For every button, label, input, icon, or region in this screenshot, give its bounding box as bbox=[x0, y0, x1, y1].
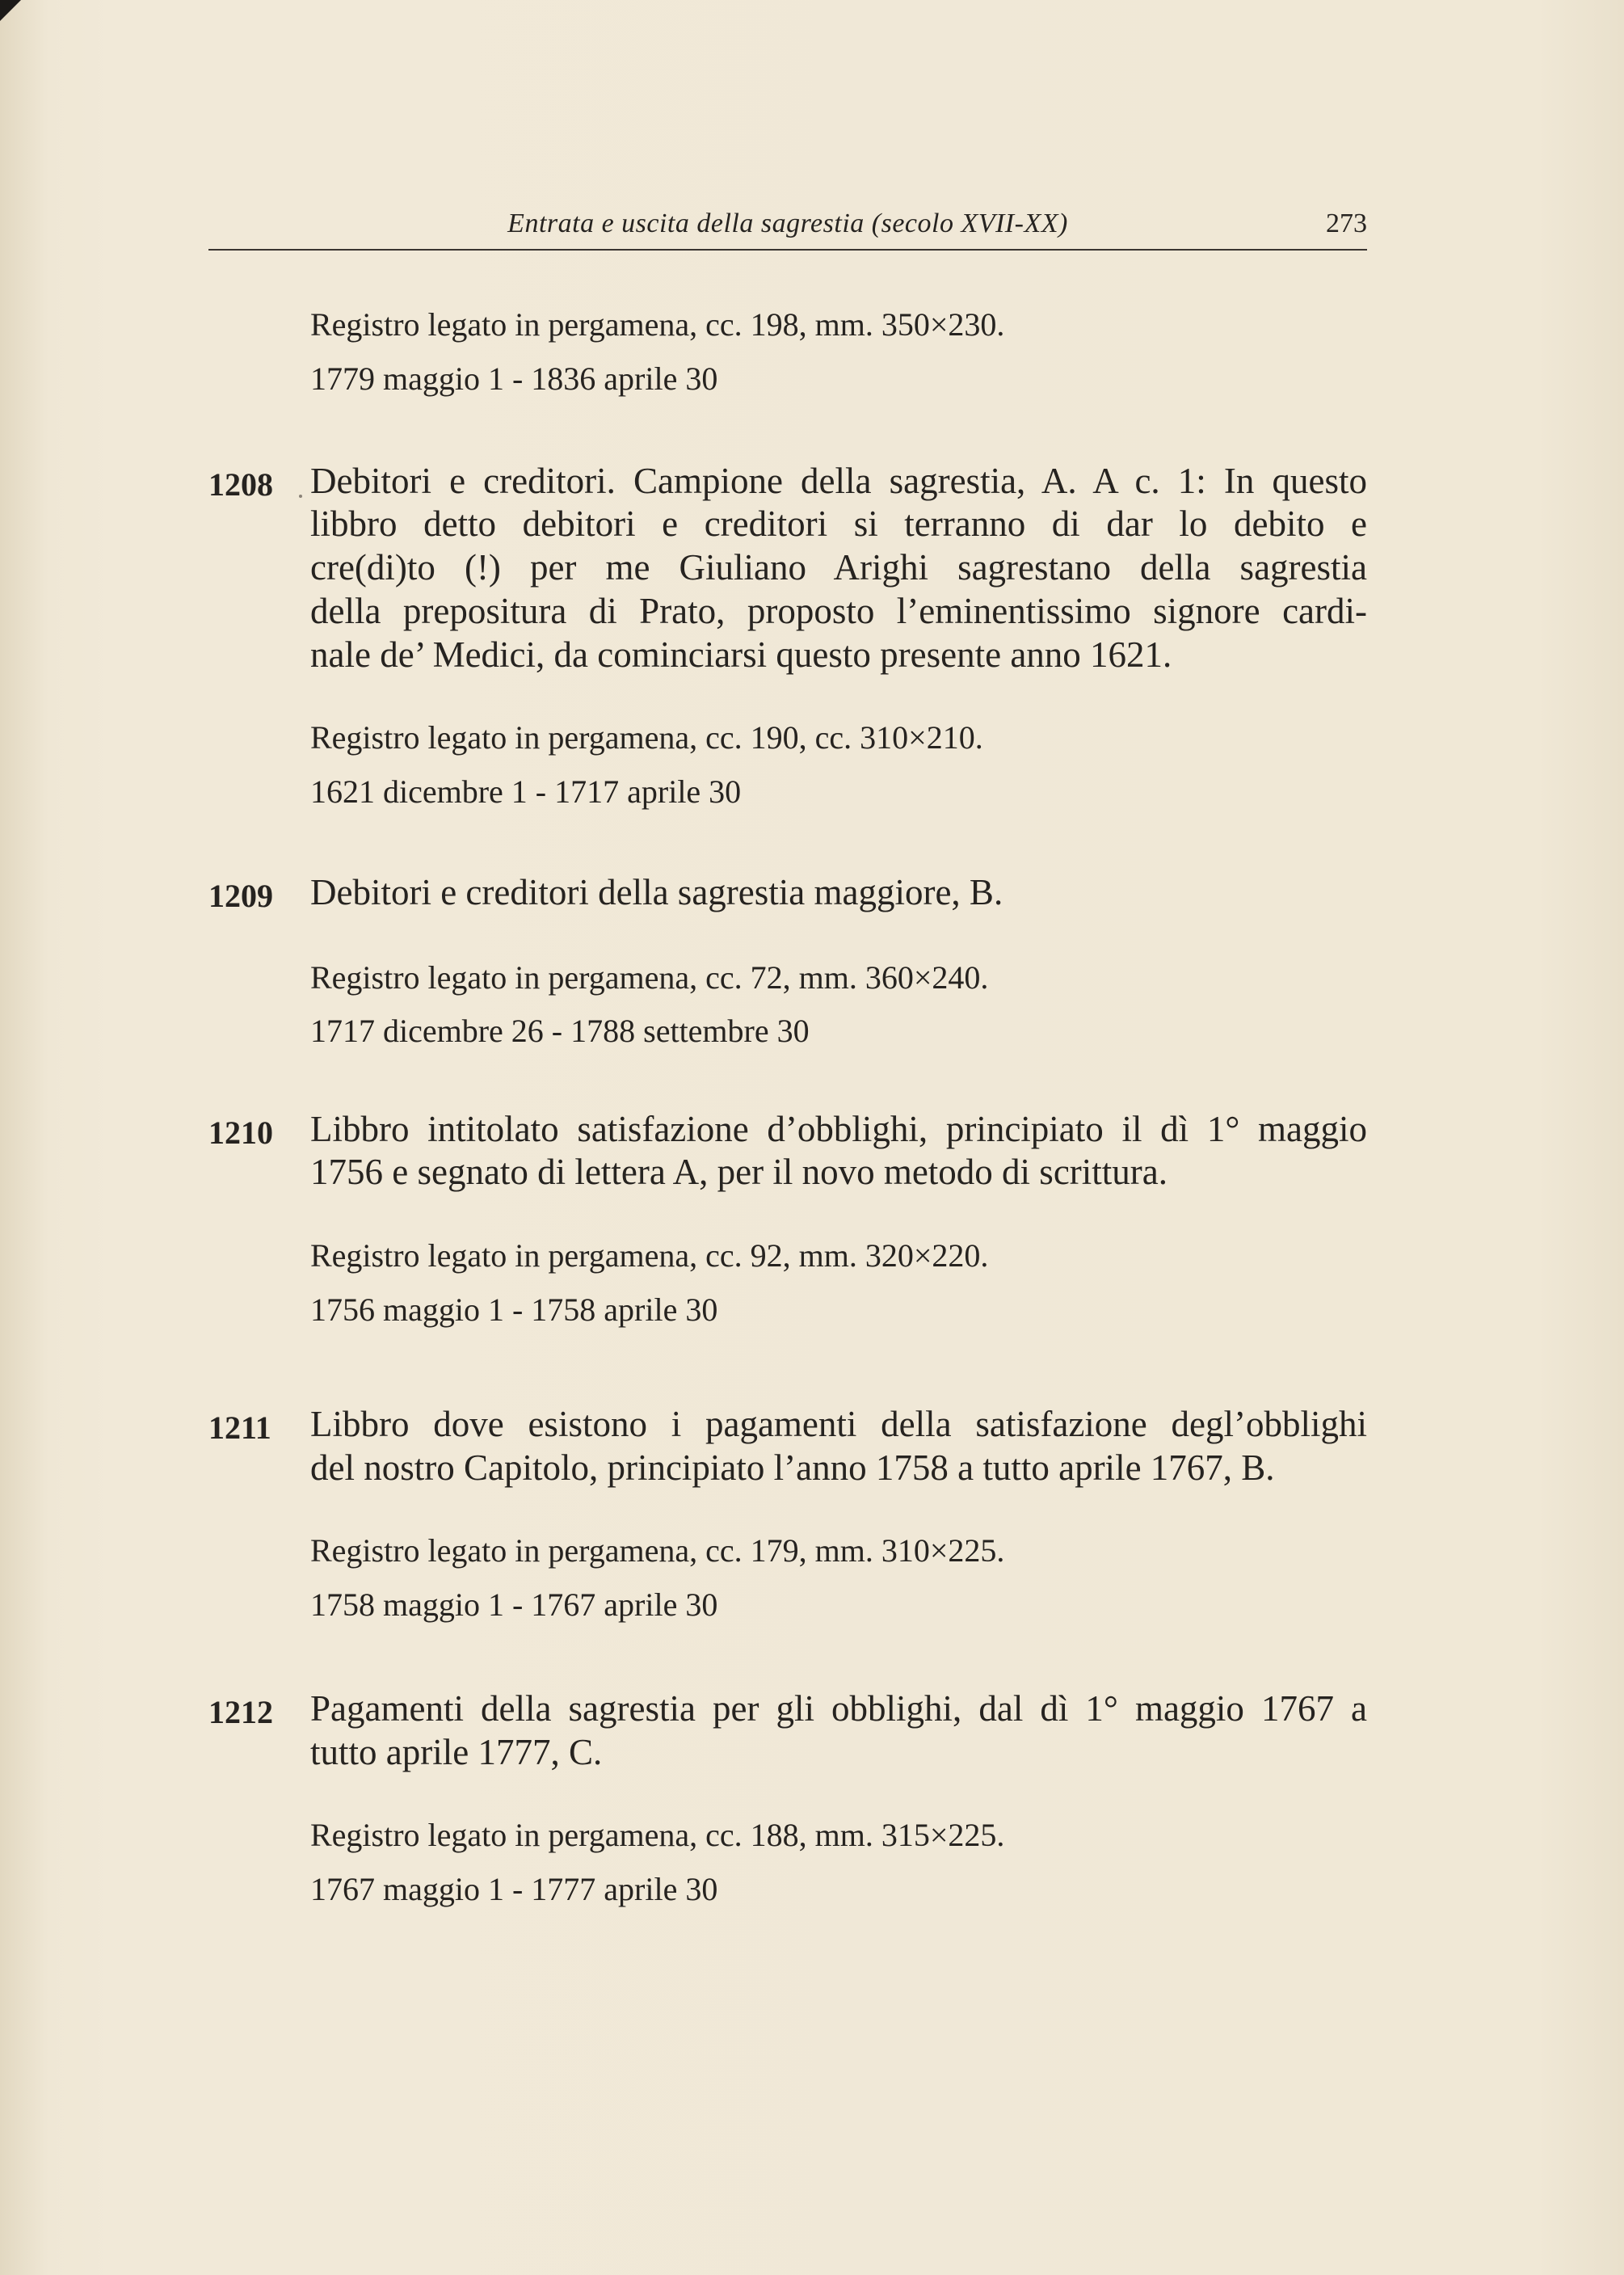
entry-number-1208: 1208 bbox=[208, 466, 273, 503]
entry-1210-title-line-1: Libbro intitolato satisfazione d’obblighi, principiato il dì 1° maggio bbox=[310, 1109, 1367, 1149]
entry-1211-dates: 1758 maggio 1 - 1767 aprile 30 bbox=[310, 1586, 718, 1623]
entry-1211-title-line-1: Libbro dove esistono i pagamenti della satisfazione degl’obblighi bbox=[310, 1404, 1367, 1444]
entry-1211-description: Registro legato in pergamena, cc. 179, mm. 310×225. bbox=[310, 1532, 1005, 1569]
page-corner-shadow bbox=[0, 0, 21, 21]
continuation-dates: 1779 maggio 1 - 1836 aprile 30 bbox=[310, 360, 718, 397]
continuation-description: Registro legato in pergamena, cc. 198, mm. 350×230. bbox=[310, 306, 1005, 343]
entry-number-1211: 1211 bbox=[208, 1409, 271, 1446]
entry-1209-dates: 1717 dicembre 26 - 1788 settembre 30 bbox=[310, 1013, 810, 1049]
running-head bbox=[208, 209, 1367, 251]
entry-number-1210: 1210 bbox=[208, 1114, 273, 1151]
entry-1208-title-line-1: Debitori e creditori. Campione della sagrestia, A. A c. 1: In questo bbox=[310, 461, 1367, 501]
running-head-title: Entrata e uscita della sagrestia (secolo XVII-XX) bbox=[507, 209, 1068, 238]
entry-1208-description: Registro legato in pergamena, cc. 190, cc. 310×210. bbox=[310, 719, 983, 756]
entry-1212-title-line-2: tutto aprile 1777, C. bbox=[310, 1732, 603, 1772]
entry-1208-title-line-4: della prepositura di Prato, proposto l’eminentissimo signore cardi- bbox=[310, 591, 1367, 631]
entry-1212-title-line-1: Pagamenti della sagrestia per gli obblighi, dal dì 1° maggio 1767 a bbox=[310, 1688, 1367, 1729]
entry-1210-dates: 1756 maggio 1 - 1758 aprile 30 bbox=[310, 1291, 718, 1328]
margin-mark bbox=[299, 495, 302, 498]
entry-1212-description: Registro legato in pergamena, cc. 188, mm. 315×225. bbox=[310, 1817, 1005, 1853]
entry-1209-title-line-1: Debitori e creditori della sagrestia maggiore, B. bbox=[310, 872, 1003, 912]
page-number: 273 bbox=[1326, 209, 1367, 238]
entry-number-1212: 1212 bbox=[208, 1694, 273, 1730]
entry-1208-title-line-3: cre(di)to (!) per me Giuliano Arighi sagrestano della sagrestia bbox=[310, 547, 1367, 588]
entry-number-1209: 1209 bbox=[208, 878, 273, 914]
entry-1208-title-line-5: nale de’ Medici, da cominciarsi questo presente anno 1621. bbox=[310, 634, 1172, 675]
entry-1209-description: Registro legato in pergamena, cc. 72, mm. 360×240. bbox=[310, 959, 989, 996]
entry-1208-title-line-2: libbro detto debitori e creditori si terranno di dar lo debito e bbox=[310, 503, 1367, 544]
entry-1210-description: Registro legato in pergamena, cc. 92, mm. 320×220. bbox=[310, 1237, 989, 1274]
entry-1211-title-line-2: del nostro Capitolo, principiato l’anno 1758 a tutto aprile 1767, B. bbox=[310, 1447, 1275, 1488]
entry-1210-title-line-2: 1756 e segnato di lettera A, per il novo metodo di scrittura. bbox=[310, 1152, 1168, 1192]
entry-1208-dates: 1621 dicembre 1 - 1717 aprile 30 bbox=[310, 773, 742, 810]
entry-1212-dates: 1767 maggio 1 - 1777 aprile 30 bbox=[310, 1871, 718, 1907]
